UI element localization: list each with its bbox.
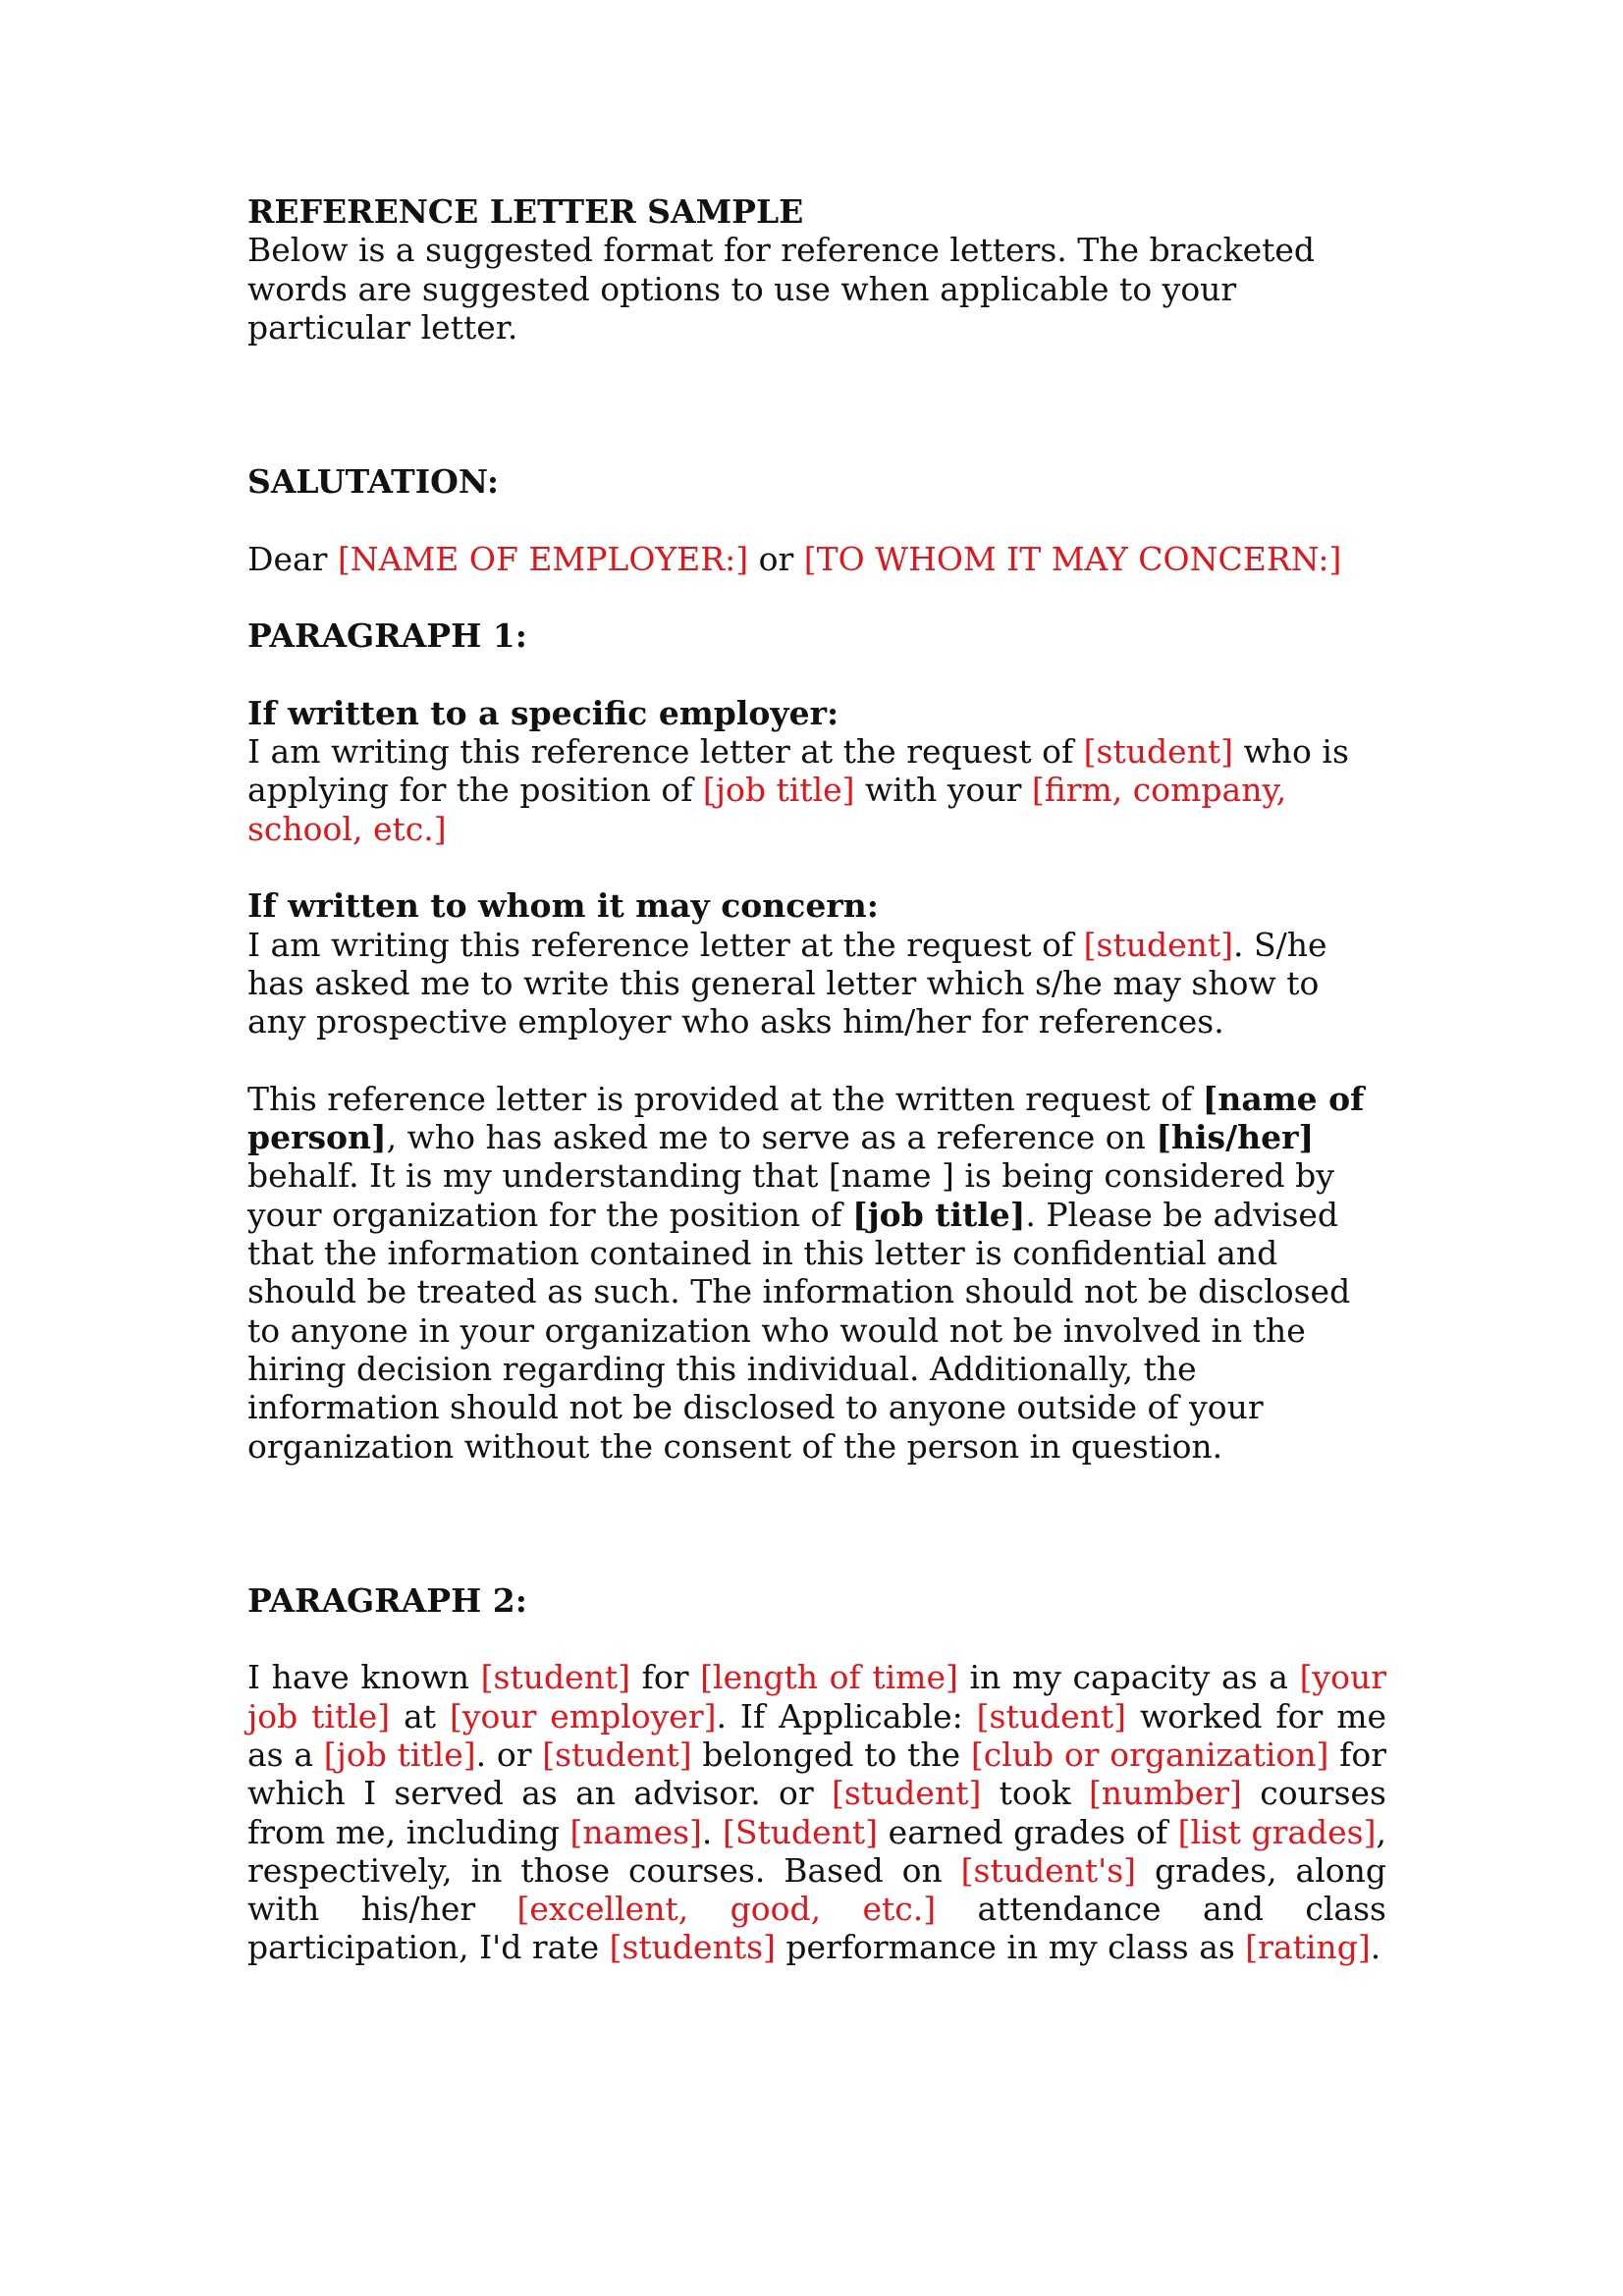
text-run: who is applying for the position of (247, 732, 1349, 810)
placeholder-job-title: [job title] (702, 771, 855, 810)
placeholder-students-possessive: [student's] (960, 1850, 1137, 1890)
paragraph1-heading: PARAGRAPH 1: (247, 616, 527, 656)
spacer (247, 501, 1386, 539)
text-run: for which I served as an advisor. or (247, 1735, 1386, 1813)
specific-employer-text (247, 732, 1386, 848)
salutation-heading: SALUTATION: (247, 462, 500, 502)
text-run: . S/he has asked me to write this general letter which s/he may show to any prospective employer who asks him/her for references. (247, 925, 1327, 1041)
placeholder-firm: [firm, company, school, etc.] (247, 771, 1287, 848)
placeholder-club-or-organization: [club or organization] (970, 1735, 1329, 1774)
text-run: attendance and class participation, I'd rate (247, 1890, 1386, 1967)
bold-name-of-person: [name of person] (247, 1079, 1365, 1157)
placeholder-student: [student] (831, 1774, 982, 1813)
text-run: for (630, 1658, 701, 1697)
placeholder-student: [student] (1083, 732, 1234, 772)
text-run: belonged to the (691, 1735, 971, 1774)
placeholder-your-job-title: [your job title] (247, 1658, 1386, 1735)
text-run: performance in my class as (775, 1928, 1246, 1967)
paragraph2-heading: PARAGRAPH 2: (247, 1580, 527, 1620)
text-run: in my capacity as a (957, 1658, 1300, 1697)
spacer (247, 1620, 1386, 1658)
placeholder-student: [student] (976, 1696, 1127, 1735)
document-page (247, 192, 1386, 1967)
spacer (247, 1041, 1386, 1080)
text-run: grades, along with his/her (247, 1850, 1386, 1929)
bold-job-title: [job title] (852, 1195, 1026, 1234)
placeholder-job-title: [job title] (323, 1735, 476, 1774)
text-run: . (701, 1812, 724, 1851)
text-run: , who has asked me to serve as a reference on (386, 1118, 1157, 1157)
salutation-dear: Dear (247, 539, 338, 578)
text-run: behalf. It is my understanding that [name ] is being considered by your organization for the position of (247, 1156, 1334, 1234)
whom-it-may-concern-heading: If written to whom it may concern: (247, 886, 879, 926)
placeholder-employer: [NAME OF EMPLOYER:] (337, 539, 749, 578)
text-run: . Please be advised that the information contained in this letter is confidential and should be treated as such. The information should not be disclosed to anyone in your organization who would not be involved in the hiring decision regarding this individual. Additionally, the information should not be disclosed to anyone outside of your organization without the consent of the person in question. (247, 1195, 1351, 1466)
placeholder-concern: [TO WHOM IT MAY CONCERN:] (803, 539, 1342, 578)
text-run: at (390, 1696, 450, 1735)
text-run: I am writing this reference letter at the request of (247, 732, 1084, 772)
spacer (247, 848, 1386, 886)
spacer (247, 1466, 1386, 1581)
placeholder-your-employer: [your employer] (449, 1696, 717, 1735)
paragraph2-text (247, 1658, 1386, 1966)
spacer (247, 347, 1386, 462)
salutation-line (247, 540, 1386, 578)
placeholder-names: [names] (569, 1812, 702, 1851)
placeholder-student-cap: [Student] (723, 1812, 879, 1851)
specific-employer-heading: If written to a specific employer: (247, 693, 839, 732)
text-run: took (981, 1774, 1089, 1813)
text-run: with your (854, 771, 1032, 810)
text-run: earned grades of (878, 1812, 1178, 1851)
placeholder-student: [student] (542, 1735, 692, 1774)
text-run: I have known (247, 1658, 481, 1697)
text-run: , respectively, in those courses. Based on (247, 1812, 1386, 1890)
text-run: worked for me as a (247, 1696, 1387, 1774)
spacer (247, 656, 1386, 694)
spacer (247, 578, 1386, 616)
placeholder-excellent-good: [excellent, good, etc.] (516, 1890, 937, 1929)
placeholder-list-grades: [list grades] (1177, 1812, 1377, 1851)
intro-text: Below is a suggested format for reference letters. The bracketed words are suggested options to use when applicable to your particular letter. (247, 231, 1316, 347)
placeholder-number: [number] (1088, 1774, 1242, 1813)
document-title: REFERENCE LETTER SAMPLE (247, 192, 804, 231)
text-run: . (1370, 1928, 1381, 1967)
placeholder-student: [student] (1083, 925, 1234, 964)
text-run: I am writing this reference letter at the request of (247, 925, 1084, 964)
whom-it-may-concern-text (247, 926, 1386, 1041)
placeholder-rating: [rating] (1245, 1928, 1371, 1967)
text-run: . If Applicable: (716, 1696, 977, 1735)
text-run: This reference letter is provided at the written request of (247, 1079, 1203, 1118)
placeholder-length-of-time: [length of time] (700, 1658, 958, 1697)
written-request-text (247, 1080, 1386, 1466)
text-run: . or (475, 1735, 543, 1774)
salutation-or: or (748, 539, 804, 578)
text-run: courses from me, including (247, 1774, 1386, 1851)
bold-his-her: [his/her] (1156, 1118, 1315, 1157)
placeholder-students: [students] (609, 1928, 776, 1967)
placeholder-student: [student] (480, 1658, 631, 1697)
